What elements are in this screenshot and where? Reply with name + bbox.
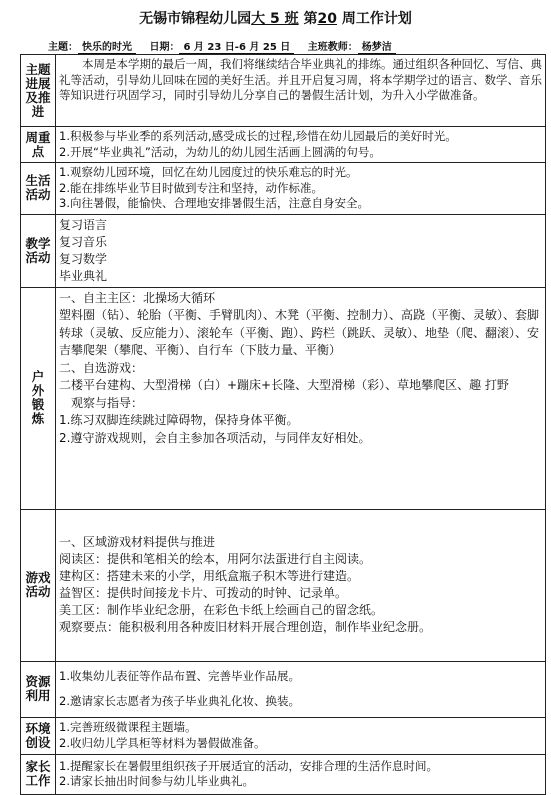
list-item: 塑料圈（钻）、轮胎（平衡、手臂肌肉）、木凳（平衡、控制力）、高跷（平衡、灵敏）、套脚转球（灵敏、反应能力）、滚轮车（平衡、跑）、跨栏（跳跃、灵敏）、地垫（爬、翻滚）、安吉攀爬架（攀爬、平衡）、自行车（下肢力量、平衡） [59, 308, 540, 357]
list-item: 2.能在排练毕业节目时做到专注和坚持，动作标准。 [59, 180, 323, 195]
label-game: 游戏 活动 [21, 509, 56, 661]
list-item: 建构区：搭建未来的小学，用纸盒瓶子积木等进行建造。 [59, 569, 360, 583]
life-list [56, 163, 546, 215]
label-life: 生活 活动 [21, 163, 56, 215]
list-item: 益智区：提供时间接龙卡片、可拨动的时钟、记录单。 [59, 586, 348, 600]
label-outdoor: 户 外 锻 炼 [21, 287, 56, 509]
school-name: 无锡市锦程幼儿园 [139, 11, 252, 27]
class-name: 大 5 班 [251, 11, 299, 27]
progress-text: 本周是本学期的最后一周，我们将继续结合毕业典礼的排练。通过组织各种回忆、写信、典礼等活动，引导幼儿回味在园的美好生活。并且开启复习周，将本学期学过的语言、数学、音乐等知识进行巩固学习，同时引导幼儿分享自己的暑假生活计划，为升入小学做准备。 [56, 55, 546, 127]
list-item: 毕业典礼 [59, 268, 108, 283]
list-item: 2.开展“毕业典礼”活动，为幼儿的幼儿园生活画上圆满的句号。 [59, 144, 381, 159]
row-parents [21, 754, 546, 794]
row-environment [21, 717, 546, 754]
parents-list [56, 754, 546, 794]
row-resources [21, 661, 546, 717]
row-teaching [21, 214, 546, 287]
theme-label: 主题： [48, 42, 78, 53]
label-environment: 环境 创设 [21, 717, 56, 754]
list-item: 观察要点：能积极利用各种废旧材料开展合理创造，制作毕业纪念册。 [59, 620, 432, 634]
list-item: 2.邀请家长志愿者为孩子毕业典礼化妆、换装。 [59, 693, 300, 708]
weekly-plan-table [20, 54, 546, 795]
theme-value: 快乐的时光 [78, 38, 136, 54]
list-item: 一、自主主区：北操场大循环 [59, 290, 216, 305]
list-item: 3.向往暑假，能愉快、合理地安排暑假生活，注意自身安全。 [59, 196, 369, 210]
label-parents: 家长 工作 [21, 754, 56, 794]
list-item: 观察与指导： [71, 395, 144, 410]
week-number: 20 [317, 11, 337, 27]
row-focus [21, 127, 546, 163]
list-item: 1.观察幼儿园环境，回忆在幼儿园度过的快乐难忘的时光。 [59, 165, 358, 179]
game-text [56, 509, 546, 661]
list-item: 1.收集幼儿表征等作品布置、完善毕业作品展。 [59, 669, 300, 683]
list-item: 二楼平台建构、大型滑梯（白）+蹦床+长隆、大型滑梯（彩）、草地攀爬区、趣 打野 [59, 378, 509, 392]
teacher-label: 主班教师： [307, 42, 358, 53]
label-resources: 资源 利用 [21, 661, 56, 717]
environment-list [56, 717, 546, 754]
label-teaching: 教学 活动 [21, 214, 56, 287]
week-prefix: 第 [303, 11, 318, 27]
title-suffix: 周工作计划 [341, 11, 412, 27]
list-item: 复习语言 [59, 217, 108, 232]
label-progress: 主题 进展 及推 进 [21, 55, 56, 127]
row-life [21, 163, 546, 215]
plan-info [48, 38, 548, 54]
date-label: 日期： [149, 42, 180, 53]
list-item: 2.请家长抽出时间参与幼儿毕业典礼。 [59, 774, 254, 788]
row-outdoor [21, 287, 546, 509]
list-item: 一、区域游戏材料提供与推进 [59, 535, 216, 549]
row-progress [21, 55, 546, 127]
date-value: 6 月 23 日-6 月 25 日 [179, 38, 294, 54]
focus-list [56, 127, 546, 163]
list-item: 1.练习双脚连续跳过障碍物，保持身体平衡。 [59, 413, 299, 427]
list-item: 复习音乐 [59, 234, 108, 249]
teaching-list [56, 214, 546, 287]
list-item: 1.提醒家长在暑假里组织孩子开展适宜的活动，安排合理的生活作息时间。 [59, 758, 438, 773]
list-item: 美工区：制作毕业纪念册，在彩色卡纸上绘画自己的留念纸。 [59, 603, 384, 617]
list-item: 二、自选游戏： [59, 360, 144, 375]
list-item: 1.积极参与毕业季的系列活动,感受成长的过程,珍惜在幼儿园最后的美好时光。 [59, 129, 457, 143]
list-item: 复习数学 [59, 251, 108, 266]
list-item: 1.完善班级微课程主题墙。 [59, 720, 197, 734]
outdoor-text [56, 287, 546, 509]
list-item: 阅读区：提供和笔相关的绘本，用阿尔法蛋进行自主阅读。 [59, 552, 372, 566]
page-title [0, 8, 551, 28]
resources-list [56, 661, 546, 717]
row-game [21, 509, 546, 661]
label-focus: 周重 点 [21, 127, 56, 163]
list-item: 2.收归幼儿学具柜等材料为暑假做准备。 [59, 735, 266, 750]
teacher-value: 杨梦洁 [358, 38, 396, 54]
list-item: 2.遵守游戏规则，会自主参加各项活动，与同伴友好相处。 [59, 430, 371, 445]
